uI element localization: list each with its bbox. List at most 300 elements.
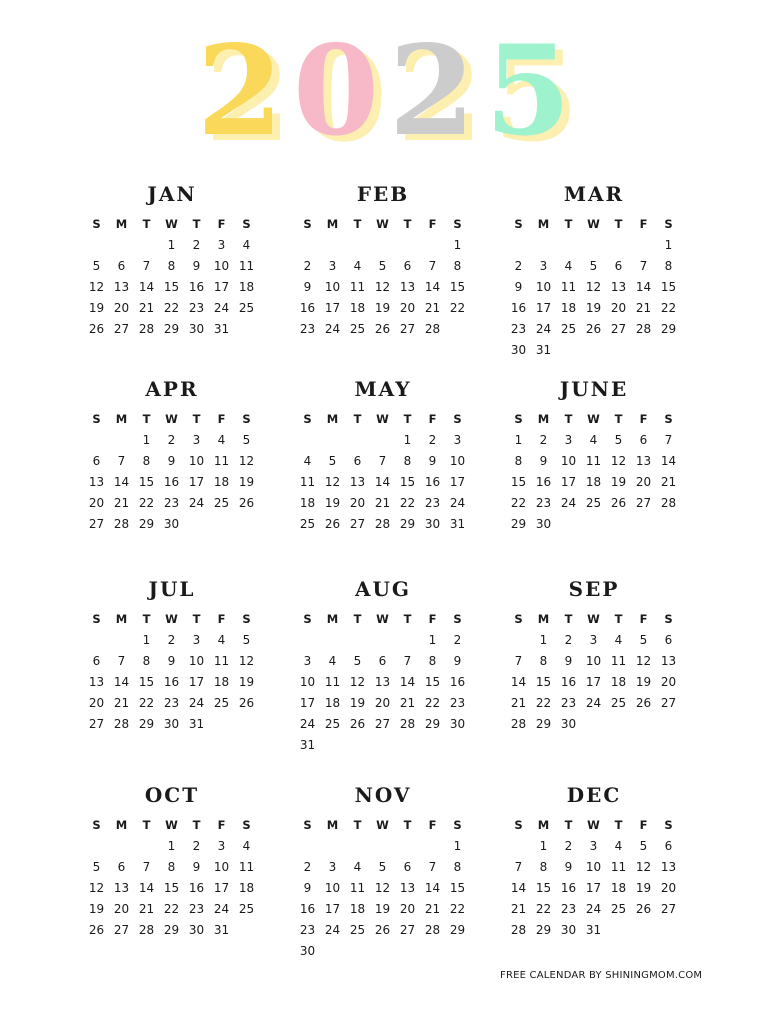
day-cell: 12	[349, 675, 366, 689]
month-days-grid	[506, 609, 682, 735]
day-cell: 19	[635, 881, 652, 895]
day-cell: 26	[324, 517, 341, 531]
day-cell: 23	[449, 696, 466, 710]
empty-cell	[420, 235, 445, 256]
day-cell: 1	[142, 433, 151, 447]
weekday-header: S	[92, 412, 101, 426]
day-cell: 2	[564, 633, 573, 647]
day-cell: 15	[449, 280, 466, 294]
empty-cell	[109, 630, 134, 651]
empty-cell	[134, 235, 159, 256]
day-cell: 8	[428, 654, 437, 668]
weekday-header: S	[92, 612, 101, 626]
day-cell: 13	[349, 475, 366, 489]
day-cell: 23	[560, 696, 577, 710]
day-cell: 28	[424, 322, 441, 336]
weekday-header: M	[115, 217, 128, 231]
day-cell: 21	[424, 902, 441, 916]
weekday-header: F	[217, 818, 226, 832]
day-cell: 13	[88, 675, 105, 689]
day-cell: 17	[299, 696, 316, 710]
day-cell: 10	[188, 654, 205, 668]
day-cell: 18	[324, 696, 341, 710]
day-cell: 12	[324, 475, 341, 489]
day-cell: 14	[424, 280, 441, 294]
day-cell: 4	[589, 433, 598, 447]
day-cell: 16	[535, 475, 552, 489]
month-aug	[295, 575, 471, 756]
month-name: APR	[145, 377, 199, 401]
day-cell: 15	[424, 675, 441, 689]
day-cell: 24	[449, 496, 466, 510]
weekday-header: W	[165, 217, 178, 231]
day-cell: 3	[217, 839, 226, 853]
day-cell: 28	[510, 717, 527, 731]
day-cell: 8	[539, 654, 548, 668]
day-cell: 17	[585, 881, 602, 895]
day-cell: 21	[113, 696, 130, 710]
day-cell: 4	[614, 839, 623, 853]
day-cell: 15	[163, 280, 180, 294]
weekday-header: S	[242, 217, 251, 231]
day-cell: 20	[113, 902, 130, 916]
day-cell: 25	[585, 496, 602, 510]
day-cell: 17	[585, 675, 602, 689]
day-cell: 5	[92, 259, 101, 273]
day-cell: 3	[589, 839, 598, 853]
day-cell: 13	[610, 280, 627, 294]
day-cell: 29	[449, 923, 466, 937]
day-cell: 19	[88, 902, 105, 916]
day-cell: 4	[353, 860, 362, 874]
day-cell: 1	[403, 433, 412, 447]
day-cell: 6	[403, 259, 412, 273]
day-cell: 26	[88, 923, 105, 937]
month-days-grid	[295, 409, 471, 535]
day-cell: 12	[88, 881, 105, 895]
day-cell: 27	[399, 923, 416, 937]
day-cell: 7	[428, 259, 437, 273]
day-cell: 4	[328, 654, 337, 668]
day-cell: 6	[403, 860, 412, 874]
day-cell: 28	[660, 496, 677, 510]
empty-cell	[84, 836, 109, 857]
day-cell: 24	[213, 301, 230, 315]
day-cell: 2	[303, 860, 312, 874]
day-cell: 13	[635, 454, 652, 468]
day-cell: 29	[535, 923, 552, 937]
weekday-header: S	[303, 412, 312, 426]
day-cell: 22	[424, 696, 441, 710]
day-cell: 7	[142, 259, 151, 273]
day-cell: 9	[303, 881, 312, 895]
empty-cell	[370, 235, 395, 256]
day-cell: 4	[303, 454, 312, 468]
day-cell: 19	[585, 301, 602, 315]
weekday-header: W	[376, 217, 389, 231]
day-cell: 1	[514, 433, 523, 447]
empty-cell	[420, 836, 445, 857]
day-cell: 15	[163, 881, 180, 895]
weekday-header: T	[142, 217, 151, 231]
day-cell: 28	[510, 923, 527, 937]
day-cell: 3	[453, 433, 462, 447]
day-cell: 22	[138, 496, 155, 510]
day-cell: 12	[374, 881, 391, 895]
day-cell: 21	[424, 301, 441, 315]
month-june	[506, 375, 682, 535]
weekday-header: F	[428, 612, 437, 626]
day-cell: 6	[117, 860, 126, 874]
month-days-grid	[84, 409, 260, 535]
day-cell: 26	[238, 496, 255, 510]
day-cell: 21	[510, 902, 527, 916]
day-cell: 5	[614, 433, 623, 447]
day-cell: 19	[349, 696, 366, 710]
weekday-header: T	[353, 818, 362, 832]
day-cell: 4	[242, 839, 251, 853]
day-cell: 12	[635, 860, 652, 874]
day-cell: 10	[324, 881, 341, 895]
day-cell: 2	[167, 633, 176, 647]
day-cell: 11	[213, 654, 230, 668]
day-cell: 26	[374, 322, 391, 336]
weekday-header: W	[376, 612, 389, 626]
weekday-header: M	[115, 412, 128, 426]
day-cell: 22	[138, 696, 155, 710]
weekday-header: T	[142, 612, 151, 626]
day-cell: 17	[188, 475, 205, 489]
day-cell: 17	[449, 475, 466, 489]
day-cell: 11	[299, 475, 316, 489]
day-cell: 20	[635, 475, 652, 489]
day-cell: 28	[399, 717, 416, 731]
empty-cell	[320, 235, 345, 256]
day-cell: 19	[238, 475, 255, 489]
day-cell: 4	[217, 433, 226, 447]
day-cell: 30	[188, 923, 205, 937]
day-cell: 10	[213, 860, 230, 874]
weekday-header: S	[514, 412, 523, 426]
day-cell: 8	[453, 259, 462, 273]
day-cell: 31	[535, 343, 552, 357]
day-cell: 18	[213, 475, 230, 489]
day-cell: 10	[560, 454, 577, 468]
day-cell: 18	[213, 675, 230, 689]
day-cell: 29	[535, 717, 552, 731]
day-cell: 4	[564, 259, 573, 273]
day-cell: 4	[217, 633, 226, 647]
day-cell: 6	[614, 259, 623, 273]
day-cell: 15	[399, 475, 416, 489]
day-cell: 30	[188, 322, 205, 336]
day-cell: 16	[560, 675, 577, 689]
weekday-header: W	[376, 818, 389, 832]
day-cell: 5	[353, 654, 362, 668]
empty-cell	[320, 630, 345, 651]
day-cell: 19	[374, 902, 391, 916]
day-cell: 27	[374, 717, 391, 731]
day-cell: 7	[117, 454, 126, 468]
day-cell: 18	[238, 280, 255, 294]
day-cell: 17	[535, 301, 552, 315]
weekday-header: W	[165, 818, 178, 832]
day-cell: 8	[142, 454, 151, 468]
day-cell: 15	[449, 881, 466, 895]
empty-cell	[395, 836, 420, 857]
day-cell: 28	[138, 923, 155, 937]
month-days-grid	[84, 609, 260, 735]
weekday-header: T	[353, 412, 362, 426]
day-cell: 23	[535, 496, 552, 510]
weekday-header: S	[242, 612, 251, 626]
day-cell: 1	[428, 633, 437, 647]
day-cell: 27	[610, 322, 627, 336]
weekday-header: S	[242, 412, 251, 426]
day-cell: 29	[510, 517, 527, 531]
day-cell: 5	[589, 259, 598, 273]
day-cell: 9	[192, 860, 201, 874]
day-cell: 9	[303, 280, 312, 294]
day-cell: 19	[374, 301, 391, 315]
day-cell: 8	[403, 454, 412, 468]
day-cell: 21	[635, 301, 652, 315]
day-cell: 6	[664, 633, 673, 647]
day-cell: 29	[163, 322, 180, 336]
day-cell: 13	[374, 675, 391, 689]
empty-cell	[295, 836, 320, 857]
day-cell: 2	[539, 433, 548, 447]
day-cell: 30	[560, 717, 577, 731]
day-cell: 31	[449, 517, 466, 531]
day-cell: 9	[192, 259, 201, 273]
empty-cell	[320, 836, 345, 857]
empty-cell	[109, 430, 134, 451]
day-cell: 21	[510, 696, 527, 710]
day-cell: 28	[113, 517, 130, 531]
month-name: SEP	[568, 577, 620, 601]
empty-cell	[606, 235, 631, 256]
empty-cell	[295, 430, 320, 451]
day-cell: 1	[539, 839, 548, 853]
weekday-header: T	[192, 217, 201, 231]
empty-cell	[370, 836, 395, 857]
day-cell: 1	[167, 839, 176, 853]
day-cell: 30	[424, 517, 441, 531]
day-cell: 1	[539, 633, 548, 647]
day-cell: 11	[349, 280, 366, 294]
day-cell: 9	[428, 454, 437, 468]
day-cell: 15	[535, 881, 552, 895]
month-name: AUG	[354, 577, 412, 601]
day-cell: 16	[510, 301, 527, 315]
month-jul	[84, 575, 260, 735]
weekday-header: T	[142, 412, 151, 426]
day-cell: 2	[453, 633, 462, 647]
day-cell: 15	[138, 475, 155, 489]
day-cell: 4	[353, 259, 362, 273]
day-cell: 5	[639, 633, 648, 647]
weekday-header: M	[537, 412, 550, 426]
weekday-header: T	[192, 818, 201, 832]
weekday-header: M	[537, 217, 550, 231]
weekday-header: S	[514, 612, 523, 626]
day-cell: 18	[610, 675, 627, 689]
weekday-header: M	[115, 818, 128, 832]
day-cell: 30	[299, 944, 316, 958]
day-cell: 30	[510, 343, 527, 357]
day-cell: 14	[113, 675, 130, 689]
day-cell: 5	[242, 433, 251, 447]
day-cell: 21	[399, 696, 416, 710]
day-cell: 1	[664, 238, 673, 252]
day-cell: 23	[510, 322, 527, 336]
weekday-header: F	[217, 217, 226, 231]
day-cell: 8	[453, 860, 462, 874]
day-cell: 28	[113, 717, 130, 731]
day-cell: 24	[299, 717, 316, 731]
day-cell: 25	[238, 301, 255, 315]
day-cell: 8	[664, 259, 673, 273]
weekday-header: S	[514, 818, 523, 832]
month-days-grid	[84, 815, 260, 941]
day-cell: 9	[564, 860, 573, 874]
weekday-header: W	[587, 412, 600, 426]
month-mar	[506, 180, 682, 361]
day-cell: 23	[188, 902, 205, 916]
day-cell: 5	[92, 860, 101, 874]
month-name: NOV	[354, 783, 412, 807]
empty-cell	[84, 235, 109, 256]
day-cell: 24	[324, 923, 341, 937]
day-cell: 6	[378, 654, 387, 668]
month-days-grid	[84, 214, 260, 340]
day-cell: 16	[560, 881, 577, 895]
weekday-header: M	[326, 217, 339, 231]
day-cell: 11	[238, 860, 255, 874]
day-cell: 11	[238, 259, 255, 273]
month-days-grid	[295, 815, 471, 962]
day-cell: 3	[192, 633, 201, 647]
day-cell: 8	[167, 259, 176, 273]
day-cell: 26	[238, 696, 255, 710]
day-cell: 15	[138, 675, 155, 689]
day-cell: 18	[299, 496, 316, 510]
day-cell: 10	[449, 454, 466, 468]
weekday-header: T	[353, 612, 362, 626]
day-cell: 16	[449, 675, 466, 689]
day-cell: 22	[163, 902, 180, 916]
day-cell: 3	[303, 654, 312, 668]
weekday-header: S	[242, 818, 251, 832]
day-cell: 3	[217, 238, 226, 252]
day-cell: 19	[238, 675, 255, 689]
day-cell: 25	[610, 902, 627, 916]
day-cell: 27	[660, 902, 677, 916]
day-cell: 20	[349, 496, 366, 510]
weekday-header: S	[92, 818, 101, 832]
day-cell: 26	[88, 322, 105, 336]
day-cell: 26	[585, 322, 602, 336]
day-cell: 14	[138, 881, 155, 895]
day-cell: 23	[424, 496, 441, 510]
day-cell: 6	[353, 454, 362, 468]
day-cell: 26	[635, 696, 652, 710]
day-cell: 9	[539, 454, 548, 468]
day-cell: 15	[535, 675, 552, 689]
day-cell: 10	[585, 860, 602, 874]
day-cell: 4	[614, 633, 623, 647]
empty-cell	[345, 836, 370, 857]
day-cell: 3	[328, 259, 337, 273]
day-cell: 2	[192, 238, 201, 252]
day-cell: 11	[349, 881, 366, 895]
day-cell: 27	[660, 696, 677, 710]
empty-cell	[395, 630, 420, 651]
day-cell: 10	[299, 675, 316, 689]
day-cell: 14	[510, 675, 527, 689]
day-cell: 11	[560, 280, 577, 294]
day-cell: 7	[639, 259, 648, 273]
empty-cell	[506, 630, 531, 651]
day-cell: 12	[88, 280, 105, 294]
weekday-header: S	[664, 818, 673, 832]
day-cell: 15	[660, 280, 677, 294]
day-cell: 25	[213, 496, 230, 510]
weekday-header: T	[403, 818, 412, 832]
day-cell: 16	[163, 675, 180, 689]
day-cell: 25	[349, 923, 366, 937]
day-cell: 9	[453, 654, 462, 668]
day-cell: 2	[192, 839, 201, 853]
day-cell: 2	[514, 259, 523, 273]
year-digit: 2	[196, 19, 284, 164]
day-cell: 22	[510, 496, 527, 510]
day-cell: 10	[213, 259, 230, 273]
day-cell: 29	[399, 517, 416, 531]
day-cell: 7	[403, 654, 412, 668]
day-cell: 23	[163, 496, 180, 510]
day-cell: 17	[213, 280, 230, 294]
day-cell: 12	[585, 280, 602, 294]
day-cell: 15	[510, 475, 527, 489]
weekday-header: M	[537, 612, 550, 626]
empty-cell	[531, 235, 556, 256]
day-cell: 18	[349, 902, 366, 916]
day-cell: 24	[324, 322, 341, 336]
weekday-header: S	[453, 217, 462, 231]
day-cell: 25	[349, 322, 366, 336]
weekday-header: F	[639, 818, 648, 832]
month-days-grid	[295, 214, 471, 340]
day-cell: 20	[88, 696, 105, 710]
day-cell: 23	[299, 322, 316, 336]
day-cell: 25	[610, 696, 627, 710]
month-name: MAR	[563, 182, 625, 206]
day-cell: 4	[242, 238, 251, 252]
day-cell: 18	[610, 881, 627, 895]
empty-cell	[295, 235, 320, 256]
day-cell: 13	[660, 860, 677, 874]
day-cell: 13	[113, 881, 130, 895]
day-cell: 21	[138, 902, 155, 916]
day-cell: 14	[374, 475, 391, 489]
day-cell: 28	[424, 923, 441, 937]
day-cell: 9	[564, 654, 573, 668]
day-cell: 7	[514, 654, 523, 668]
day-cell: 30	[163, 717, 180, 731]
day-cell: 9	[167, 454, 176, 468]
